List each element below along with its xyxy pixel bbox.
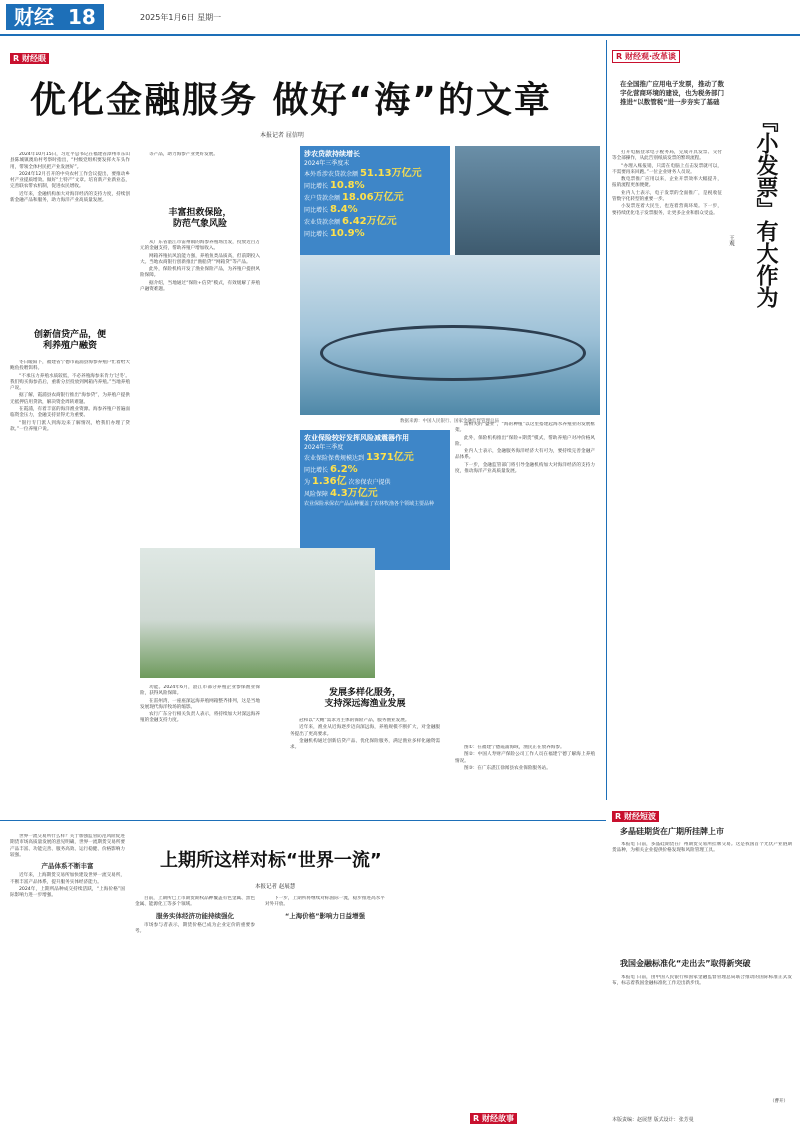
issue-date: 2025年1月6日 星期一 <box>140 13 222 22</box>
brief-item2-text: 本报电 日前，由中国人民银行和国家金融监督管理总局联合推动的国际标准正式发布，标志着我国金融标准化工作迈出新步伐。 <box>612 975 792 987</box>
story-tag: R 财经故事 <box>470 1106 517 1125</box>
infographic-loans: 涉农贷款持续增长 2024年三季度末 本外币涉农贷款余额 51.13万亿元 同比增长 10.8% 农户贷款余额 18.06万亿元 同比增长 8.4% 农业贷款余额 6.42万亿元 同比增长 10.9% <box>300 146 450 316</box>
source-note: 数据来源：中国人民银行、国家金融监督管理总局 <box>400 419 499 424</box>
brief-item1-title: 多晶硅期货在广期所挂牌上市 <box>620 827 724 836</box>
page-header <box>0 0 800 36</box>
photo-greenhouse <box>140 548 375 678</box>
bottom-sidebar: 世界一流交易所什么样？关于加强监管防范风险促进期货市场高质量发展的意见明确，世界一流期货交易所要产品丰富、功能完善、服务高效、运行稳健、价格影响力较强。 产品体系不断丰富 近年来，上海期货交易所加快建设世界一流交易所，不断丰富产品体系，提升服务实体经济能力。 2024年，上期所品种成交持续活跃，“上海价格”国际影响力进一步增强。 <box>10 834 125 899</box>
photo-1 <box>455 146 600 256</box>
column-body: 打开电脑登录电子税务局，完成开具发票、交付等全部操作，从此告别纸质发票的繁琐流程。 “办理入账报销，只需在电脑上点击发票就可以，不需要再来回跑。”一位企业财务人员说。 数电票推广应用以来，企业开票效率大幅提升，报销流程更加便捷。 业内人士表示，电子发票的全面推广，是税收征管数字化转型的重要一步。 小发票连着大民生，也连着营商环境。下一步，要持续优化电子发票服务，让更多企业和群众受益。 <box>612 150 722 216</box>
column-tag: R 财经观·改革谈 <box>612 44 680 63</box>
brief-tag: R 财经短波 <box>612 804 659 823</box>
lead-col2: 等产品，助力海参产业更好发展。 <box>149 152 218 157</box>
bottom-col3: 下一步，上期所将继续对标国际一流，稳步推进高水平对外开放。 “上海价格”影响力日益增强 <box>265 896 385 920</box>
lead-tag: R 财经眼 <box>10 46 49 65</box>
sub-heading-1: 创新信贷产品，便 利养殖户融资 <box>33 330 106 351</box>
lead-byline: 本报记者 屈信明 <box>260 132 304 139</box>
lead-col2b: 从广东省湛江市雷州镇的海参养殖场出发，投放近百万元的金融支持，帮助养殖户增加收入。 网箱养殖抗风浪能力强，养殖鱼类品质高，但前期投入大。当地农商银行创新推出“渔船贷”“网箱贷”等产品。 此外，保险机构开发了渔业保险产品，为养殖户提供风险保障。 据介绍，当地通过“保险+信贷”模式，有效缓解了养殖户融资难题。 <box>140 240 260 293</box>
brief-credit: （曹开） <box>770 1099 788 1104</box>
lead-col3: 功能。2024年6月，湛江市部分养殖企业参保渔业保险，获得风险保障。 在雷州湾，一座座深远海养殖网箱整齐排列，这是当地发展现代海洋牧场的缩影。 农行广东分行相关负责人表示，将持续加大对深远海养殖的金融支持力度。 <box>140 685 260 724</box>
brief-item1-text: 本报电 日前，多晶硅期货在广州期货交易所挂牌交易。这是我国首个光伏产业链期货品种，为相关企业提供价格发现和风险管理工具。 <box>612 842 792 854</box>
lead-col1b: 冬日暖阳下，福建省宁德市霞浦县海参养殖户忙着给大鲍鱼投喂饵料。 “不承压力养殖水质较低，不必养殖海参来肯力‘过冬’。我们购买海参苗后，重新分层投放到网箱内养殖。”当地养殖户说。 据了解，霞浦县农商银行推出“海参贷”，为养殖户提供无抵押信用贷款，解决资金周转难题。 在霞浦，有着丰富的海洋渔业资源。海参养殖户普遍面临资金压力，金融支持显得尤为重要。 “银行专门派人到海边来了解情况，给我们办理了贷款。”一位养殖户说。 <box>10 360 130 432</box>
column-author: 王观 <box>728 235 734 246</box>
lead-title: 优化金融服务 做好“海”的文章 <box>30 80 552 121</box>
infographic-insurance: 农业保险较好发挥风险减震器作用 2024年三季度 农业保险保费规模达到 1371亿元 同比增长 6.2% 为 1.36亿 次参保农户提供 风险保障 4.3万亿元 农业保险承保农产品品种覆盖了农林牧渔各个领域主要品种 <box>300 430 450 570</box>
photo-captions: 图①：在福建宁德霞浦海域，渔民正在放养海参。 图②：中国人寿财产保险公司工作人员在福建宁德了解海上养殖情况。 图③：在广东湛江徐闻县农业保险服务站。 <box>455 745 595 771</box>
footer-editor: 本版责编：赵展慧 版式设计：张芳曼 <box>612 1117 694 1123</box>
lead-col5: 需相关的“盛业”，“海的种植”以这里搭建起海水养殖业的发展框架。 此外，保险机构推出“保险+期货”模式，帮助养殖户对冲价格风险。 业内人士表示，金融服务海洋经济大有可为，要持续完善金融产品体系。 下一步，金融监管部门将引导金融机构加大对海洋经济的支持力度，推动海洋产业高质量发展。 <box>455 422 595 475</box>
sub-heading-2: 丰富担救保险， 防范气象风险 <box>168 208 232 229</box>
bottom-byline: 本报记者 赵展慧 <box>255 884 296 890</box>
bottom-divider <box>0 820 606 821</box>
section-title: 财经 18 <box>6 4 104 30</box>
column-lead: 在全国推广应用电子发票，推动了数字化营商环境的建设，也为税务部门推进“以数管税”进一步夯实了基础 <box>620 80 724 106</box>
bottom-col2: 目前，上期所已上市期货期权品种覆盖有色金属、黑色金属、能源化工等多个领域。 服务实体经济功能持续强化 市场参与者表示，期货价格已成为企业定价的重要参考。 <box>135 896 255 935</box>
bottom-title: 上期所这样对标“世界一流” <box>160 850 382 871</box>
sub-heading-3: 发展多样化服务， 支持深远海渔业发展 <box>324 688 406 709</box>
column-divider <box>606 40 607 800</box>
photo-fish-farm <box>300 255 600 415</box>
lead-col1: 2024年10月15日，习近平总书记在福建省漳州市东山县陈城镇澳角村考察时指出，“村级党组织要发挥火车头作用，带领全体村民把产业发展好”。 2024年12月召开的中央农村工作会议提出，要推动乡村产业提质增效。做好“土特产”文章。培育新产业新业态，完善联农带农机制，促进农民增收。 近年来，金融机构加大对海洋经济的支持力度，持续创新金融产品和服务，助力海洋产业高质量发展。 <box>10 152 130 204</box>
lead-col4: 冠和以“大鲍”需求为主体的保险产品，服务渔业发展。 近年来，渔业从近海逐步迈向深远海，养殖规模不断扩大，对金融服务提出了更高要求。 金融机构通过创新信贷产品、优化保险服务，满足渔业多样化融资需求。 <box>290 718 440 751</box>
column-title: 『小发票』有大作为 <box>753 110 778 308</box>
brief-item2-title: 我国金融标准化“走出去”取得新突破 <box>620 959 751 968</box>
